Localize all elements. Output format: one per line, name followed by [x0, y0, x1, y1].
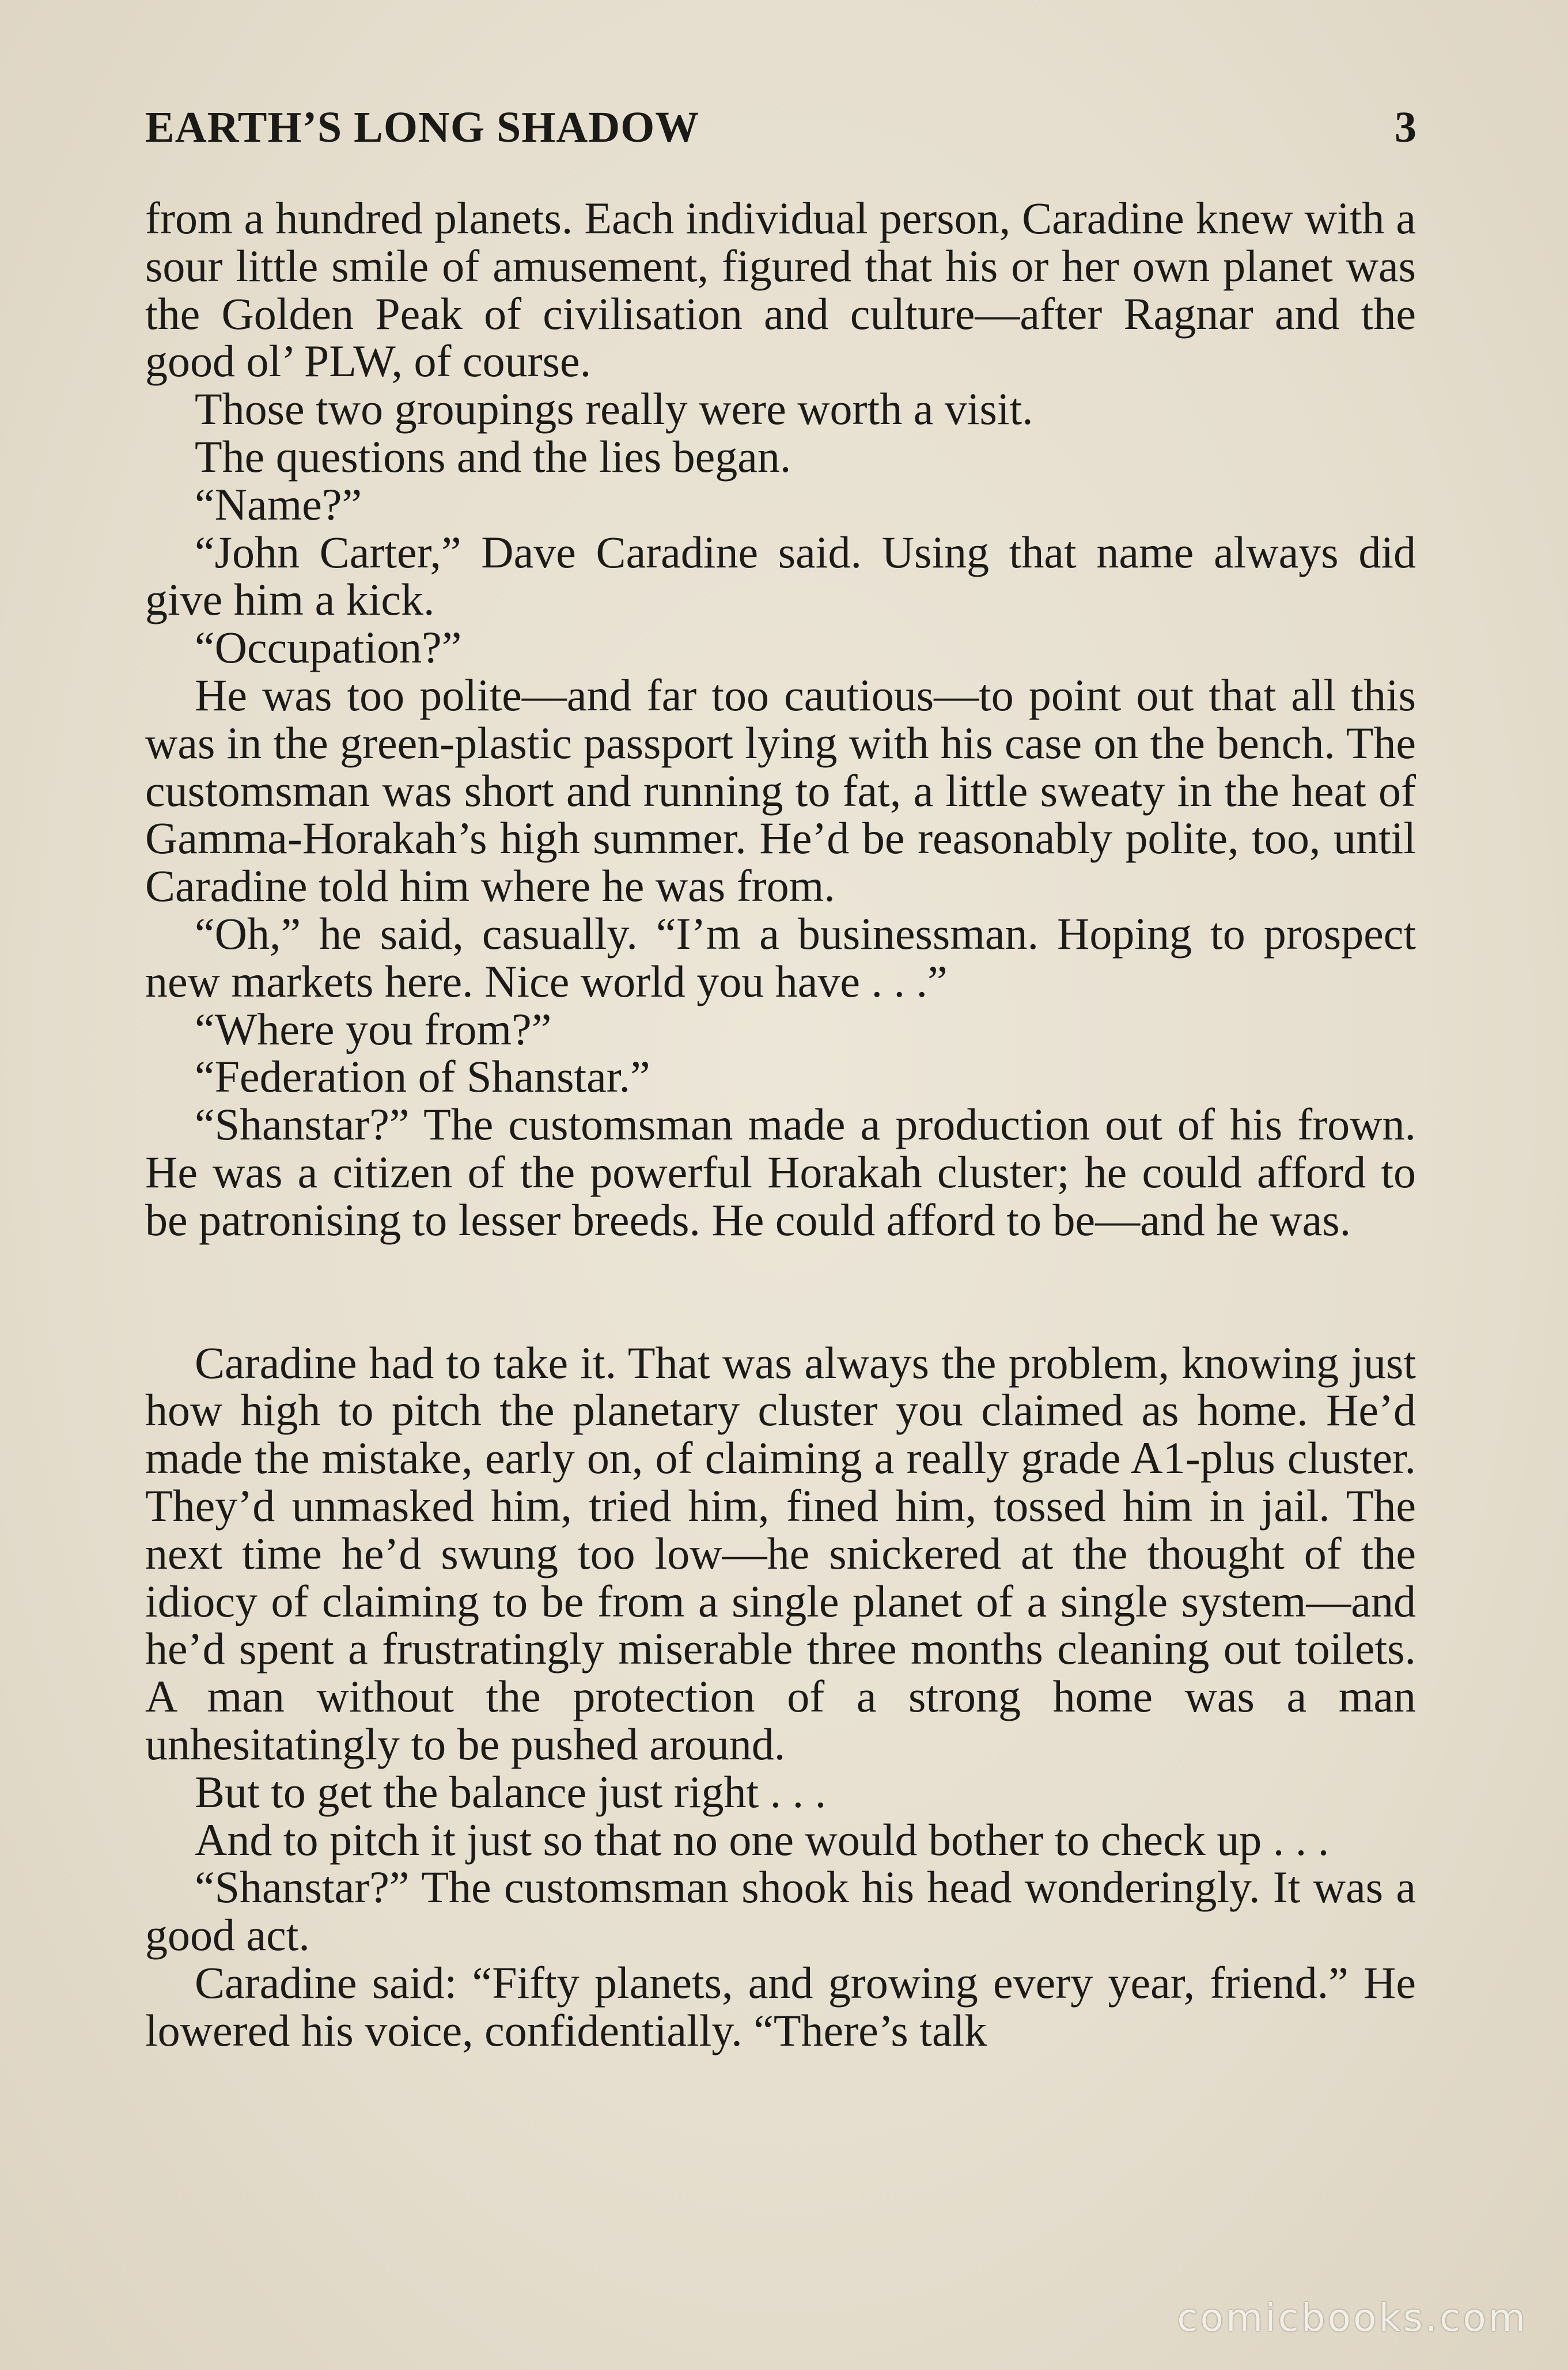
page-header [145, 103, 1417, 160]
watermark: comicbooks.com [1177, 2296, 1528, 2340]
paragraph: from a hundred planets. Each individual person, Caradine knew with a sour little smile of amusement, figured that his or her own planet was the Golden Peak of civilisation and culture—after Ragnar and the good ol’ PLW, of course. [145, 193, 1416, 387]
paragraph: But to get the balance just right . . . [195, 1766, 827, 1817]
running-title: EARTH’S LONG SHADOW [145, 103, 700, 152]
paragraph: And to pitch it just so that no one would bother to check up . . . [195, 1814, 1330, 1865]
paragraph: He was too polite—and far too cautious—to point out that all this was in the green-plastic passport lying with his case on the bench. The customsman was short and running to fat, a little sweaty in the heat of Gamma-Horakah’s high summer. He’d be reasonably polite, too, until Caradine told him where he was from. [145, 669, 1416, 911]
paragraph: The questions and the lies began. [195, 431, 791, 482]
paragraph: “John Carter,” Dave Caradine said. Using that name always did give him a kick. [145, 527, 1416, 625]
paragraph: “Federation of Shanstar.” [195, 1051, 650, 1102]
body-text [145, 195, 1416, 2054]
paragraph: “Shanstar?” The customsman made a production out of his frown. He was a citizen of the powerful Horakah cluster; he could afford to be patronising to lesser breeds. He could afford to be—and he was. [145, 1099, 1416, 1245]
paragraph: “Shanstar?” The customsman shook his head wonderingly. It was a good act. [145, 1862, 1416, 1960]
paragraph: Those two groupings really were worth a visit. [195, 384, 1033, 434]
paragraph: Caradine had to take it. That was always the problem, knowing just how high to pitch the planetary cluster you claimed as home. He’d made the mistake, early on, of claiming a really grade A1-plus cluster. They’d unmasked him, tried him, fined him, tossed him in jail. The next time he’d swung too low—he snickered at the thought of the idiocy of claiming to be from a single planet of a single system—and he’d spent a frustratingly miserable three months cleaning out toilets. A man without the protection of a strong home was a man unhesitatingly to be pushed around. [145, 1337, 1416, 1769]
section-break [145, 1244, 1416, 1339]
page-number: 3 [1395, 103, 1417, 152]
paragraph: “Occupation?” [195, 622, 462, 673]
paragraph: Caradine said: “Fifty planets, and growing every year, friend.” He lowered his voice, confidentially. “There’s talk [145, 1957, 1416, 2055]
paragraph: “Oh,” he said, casually. “I’m a businessman. Hoping to prospect new markets here. Nice world you have . . .” [145, 908, 1416, 1006]
paragraph: “Where you from?” [195, 1004, 552, 1054]
paragraph: “Name?” [195, 479, 362, 529]
